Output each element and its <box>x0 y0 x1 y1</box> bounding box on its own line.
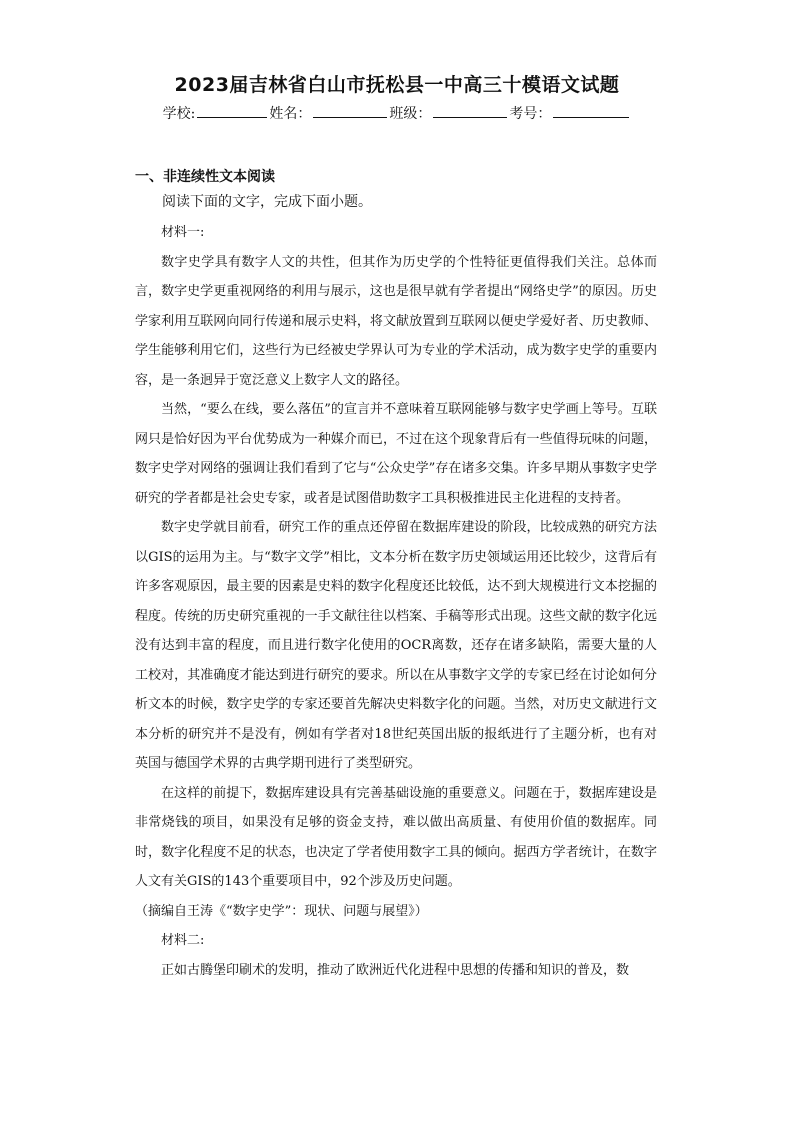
exam-number-label: 考号： <box>509 106 552 122</box>
name-blank[interactable] <box>313 105 387 118</box>
exam-title: 2023届吉林省白山市抚松县一中高三十模语文试题 <box>174 74 620 96</box>
student-info-line <box>0 103 794 123</box>
school-blank[interactable] <box>197 105 267 118</box>
class-label: 班级： <box>389 106 432 122</box>
name-label: 姓名： <box>269 106 312 122</box>
reading-instruction: 阅读下面的文字，完成下面小题。 <box>162 194 372 210</box>
material-one-paragraph: 数字史学具有数字人文的共性，但其作为历史学的个性特征更值得我们关注。总体而言，数字史学更重视网络的利用与展示，这也是很早就有学者提出“网络史学”的原因。历史学家利用互联网向同行传递和展示史料，将文献放置到互联网以便史学爱好者、历史教师、学生能够利用它们，这些行为已经被史学界认可为专业的学术活动，成为数字史学的重要内容，是一条迥异于宽泛意义上数字人文的路径。 <box>135 254 657 388</box>
material-one-paragraph: 数字史学就目前看，研究工作的重点还停留在数据库建设的阶段，比较成熟的研究方法以GIS的运用为主。与“数字文学”相比，文本分析在数字历史领域运用还比较少，这背后有许多客观原因，最主要的因素是史料的数字化程度还比较低，达不到大规模进行文本挖掘的程度。传统的历史研究重视的一手文献往往以档案、手稿等形式出现。这些文献的数字化远没有达到丰富的程度，而且进行数字化使用的OCR离数，还存在诸多缺陷，需要大量的人工校对，其准确度才能达到进行研究的要求。所以在从事数字文学的专家已经在讨论如何分析文本的时候，数字史学的专家还要首先解决史料数字化的问题。当然，对历史文献进行文本分析的研究并不是没有，例如有学者对18世纪英国出版的报纸进行了主题分析，也有对英国与德国学术界的古典学期刊进行了类型研究。 <box>135 520 657 771</box>
material-one-paragraph: 在这样的前提下，数据库建设具有完善基础设施的重要意义。问题在于，数据库建设是非常烧钱的项目，如果没有足够的资金支持，难以做出高质量、有使用价值的数据库。同时，数字化程度不足的状态，也决定了学者使用数字工具的倾向。据西方学者统计，在数字人文有关GIS的143个重要项目中，92个涉及历史问题。 <box>135 785 657 889</box>
material-one-source: （摘编自王涛《“数字史学”：现状、问题与展望》） <box>135 903 428 919</box>
exam-number-blank[interactable] <box>553 105 629 118</box>
material-one-paragraph: 当然，“要么在线，要么落伍”的宣言并不意味着互联网能够与数字史学画上等号。互联网只是恰好因为平台优势成为一种媒介而已，不过在这个现象背后有一些值得玩味的问题，数字史学对网络的强调让我们看到了它与“公众史学”存在诸多交集。许多早期从事数字史学研究的学者都是社会史专家，或者是试图借助数字工具积极推进民主化进程的支持者。 <box>135 402 657 506</box>
class-blank[interactable] <box>433 105 507 118</box>
section-heading: 一、非连续性文本阅读 <box>135 169 275 185</box>
material-one-label: 材料一: <box>161 225 205 240</box>
reading-passage <box>135 218 657 985</box>
school-label: 学校: <box>162 106 196 122</box>
material-two-paragraph: 正如古腾堡印刷术的发明，推动了欧洲近代化进程中思想的传播和知识的普及，数 <box>161 962 630 978</box>
material-two-label: 材料二: <box>161 933 205 948</box>
